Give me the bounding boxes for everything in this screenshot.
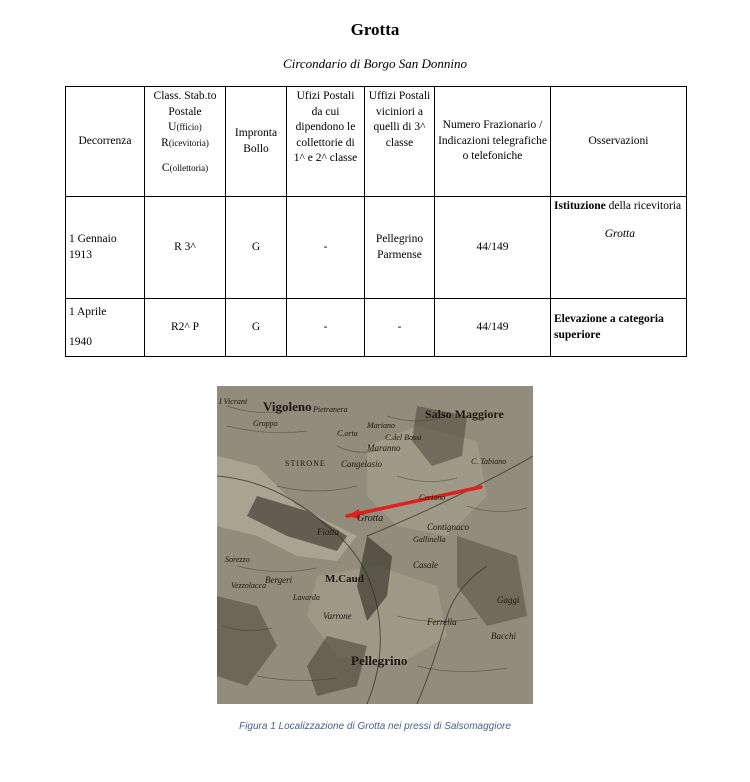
cell-impronta: G	[226, 299, 287, 357]
map-label-vezzolacca: Vezzolacca	[231, 581, 267, 590]
header-ufizi: Ufizi Postali da cui dipendono le collettorie di 1^ e 2^ classe	[287, 87, 365, 197]
header-decorrenza: Decorrenza	[66, 87, 145, 197]
obs-grotta: Grotta	[604, 227, 635, 240]
map-label-varrone: Varrone	[323, 611, 352, 621]
map-label-pellegrino: Pellegrino	[351, 653, 408, 668]
header-numero: Numero Frazionario / Indicazioni telegrafiche o telefoniche	[435, 87, 551, 197]
map-label-stirone: STIRONE	[285, 459, 326, 468]
page-title: Grotta	[350, 20, 400, 39]
table-row	[66, 197, 687, 299]
map-label-contignaco: Contignaco	[427, 522, 469, 532]
cell-classe: R 3^	[145, 197, 226, 299]
cell-decorrenza: 1 Aprile 1940	[66, 299, 145, 357]
postal-register-table	[65, 86, 687, 357]
map-label-maranno: Maranno	[367, 443, 401, 453]
map-label-cangelasio: Cangelasio	[341, 459, 383, 469]
cell-classe: R2^ P	[145, 299, 226, 357]
header-uffizi: Uffizi Postali viciniori a quelli di 3^ classe	[365, 87, 435, 197]
cell-ufizi: -	[287, 299, 365, 357]
cell-impronta: G	[226, 197, 287, 299]
figure-caption: Figura 1 Localizzazione di Grotta nei pressi di Salsomaggiore	[239, 721, 511, 732]
map-label-bacchi: Bacchi	[491, 631, 516, 641]
map-label-codebossi: C.del Bossi	[385, 433, 422, 442]
page-subtitle: Circondario di Borgo San Donnino	[283, 56, 467, 71]
cell-ufizi: -	[287, 197, 365, 299]
cell-uffizi: -	[365, 299, 435, 357]
map-label-fiatta: Fiatta	[317, 527, 339, 537]
map-label-cort: C.orta	[337, 429, 358, 438]
map-label-pietranera: Pietranera	[313, 405, 348, 414]
map-label-tabiano: C. Tabiano	[471, 457, 507, 466]
class-ricevitoria: R(icevitoria)	[161, 136, 209, 149]
class-collettoria: C(ollettoria)	[161, 162, 209, 175]
map-label-ferrella: Ferrella	[427, 617, 457, 627]
header-impronta: Impronta Bollo	[226, 87, 287, 197]
table-row	[66, 299, 687, 357]
table-header-row	[66, 87, 687, 197]
cell-uffizi: Pellegrino Parmense	[365, 197, 435, 299]
header-classificazione	[145, 87, 226, 197]
map-label-sorezzo: Sorezzo	[225, 555, 250, 564]
map-label-ceriano: Ceriano	[419, 493, 446, 502]
map-label-casale: Casale	[413, 560, 439, 570]
map-label-vicrani: I Vicrani	[219, 397, 248, 406]
header-osservazioni: Osservazioni	[551, 87, 687, 197]
map-label-salsomaggiore: Salso Maggiore	[425, 407, 504, 421]
map-label-grotta: Grotta	[357, 513, 384, 524]
cell-decorrenza: 1 Gennaio 1913	[66, 197, 145, 299]
map-label-micaud: M.Caud	[325, 573, 364, 585]
class-title: Class. Stab.to Postale	[153, 90, 217, 118]
cell-osservazioni	[551, 197, 687, 299]
map-label-gaggi: Gaggi	[497, 595, 520, 605]
map-label-groppo: Groppo	[253, 419, 278, 428]
cell-osservazioni: Elevazione a categoria superiore	[551, 299, 687, 357]
map-label-bergeri: Bergeri	[265, 575, 293, 585]
map-label-lavarda: Lavarda	[293, 593, 320, 602]
obs-ricevitoria: della ricevitoria	[608, 200, 682, 212]
class-ufficio: U(fficio)	[168, 121, 202, 134]
historical-map-image	[217, 386, 533, 704]
map-label-vigoleno: Vigoleno	[263, 399, 312, 414]
map-label-gallinella: Gallinella	[413, 535, 446, 544]
cell-numero: 44/149	[435, 197, 551, 299]
obs-istituzione: Istituzione	[554, 200, 606, 212]
map-label-mariano: Mariano	[367, 421, 395, 430]
cell-numero: 44/149	[435, 299, 551, 357]
